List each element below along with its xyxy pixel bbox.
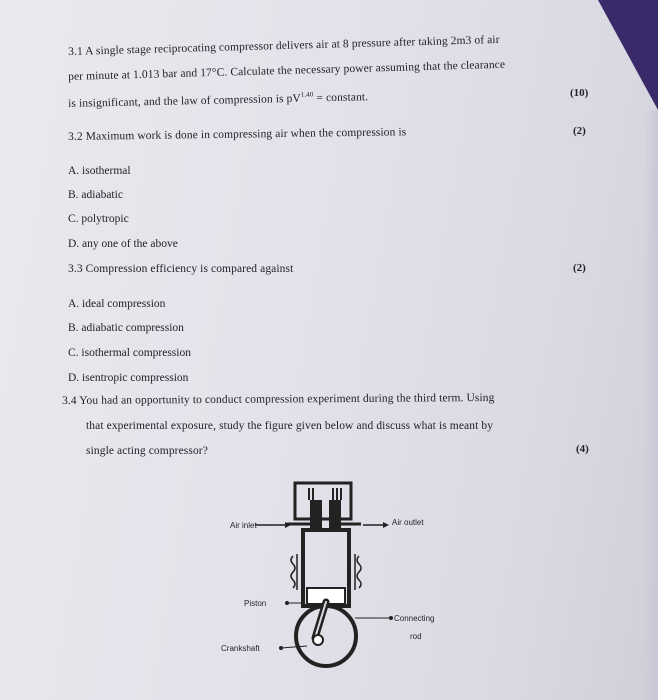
q33-option-c: C. isothermal compression — [68, 347, 191, 359]
q33-question: 3.3 Compression efficiency is compared against — [68, 263, 294, 275]
q32-option-c: C. polytropic — [68, 213, 129, 225]
air-outlet-label: Air outlet — [392, 518, 424, 527]
crankshaft-leader — [281, 646, 307, 648]
q33-option-b: B. adiabatic compression — [68, 322, 184, 334]
piston-leader-dot — [285, 601, 289, 605]
crank-circle — [296, 606, 356, 666]
q33-option-d: D. isentropic compression — [68, 372, 189, 384]
page-corner-shadow — [598, 0, 658, 110]
q34-marks: (4) — [576, 443, 589, 455]
q33-option-a: A. ideal compression — [68, 298, 166, 310]
outlet-valve — [329, 500, 341, 530]
q32-option-a: A. isothermal — [68, 165, 131, 177]
valve-springs — [309, 488, 341, 500]
q31-exponent: 1.40 — [300, 90, 314, 99]
rod-label: rod — [410, 632, 422, 641]
q34-line2: that experimental exposure, study the figure given below and discuss what is meant by — [86, 420, 494, 432]
q31-line3-end: = constant. — [313, 91, 369, 105]
page-edge-shadow — [644, 110, 658, 700]
cylinder-head — [295, 483, 351, 519]
q32-option-d: D. any one of the above — [68, 238, 178, 250]
q31-marks: (10) — [570, 87, 589, 99]
connecting-label: Connecting — [394, 614, 435, 623]
q32-option-b: B. adiabatic — [68, 189, 123, 201]
air-outlet-arrowhead — [383, 522, 389, 528]
crankshaft-leader-dot — [279, 646, 283, 650]
q34-line1: 3.4 You had an opportunity to conduct compression experiment during the third term. Using — [62, 391, 495, 407]
q31-line1: 3.1 A single stage reciprocating compressor delivers air at 8 pressure after taking 2m3 of air — [68, 33, 500, 58]
q32-marks: (2) — [573, 125, 586, 137]
q33-marks: (2) — [573, 262, 586, 274]
air-inlet-label: Air inlet — [230, 521, 257, 530]
compressor-diagram — [215, 478, 455, 688]
inlet-valve — [310, 500, 322, 530]
q31-line3-text: is insignificant, and the law of compression is pV — [68, 92, 301, 110]
rod-leader-dot — [389, 616, 393, 620]
piston-label: Piston — [244, 599, 267, 608]
q31-line2: per minute at 1.013 bar and 17°C. Calculate the necessary power assuming that the clearance — [68, 58, 506, 83]
crankshaft-label: Crankshaft — [221, 644, 260, 653]
q34-line3: single acting compressor? — [86, 445, 208, 457]
crank-pin — [313, 635, 323, 645]
q32-question: 3.2 Maximum work is done in compressing air when the compression is — [68, 126, 407, 143]
